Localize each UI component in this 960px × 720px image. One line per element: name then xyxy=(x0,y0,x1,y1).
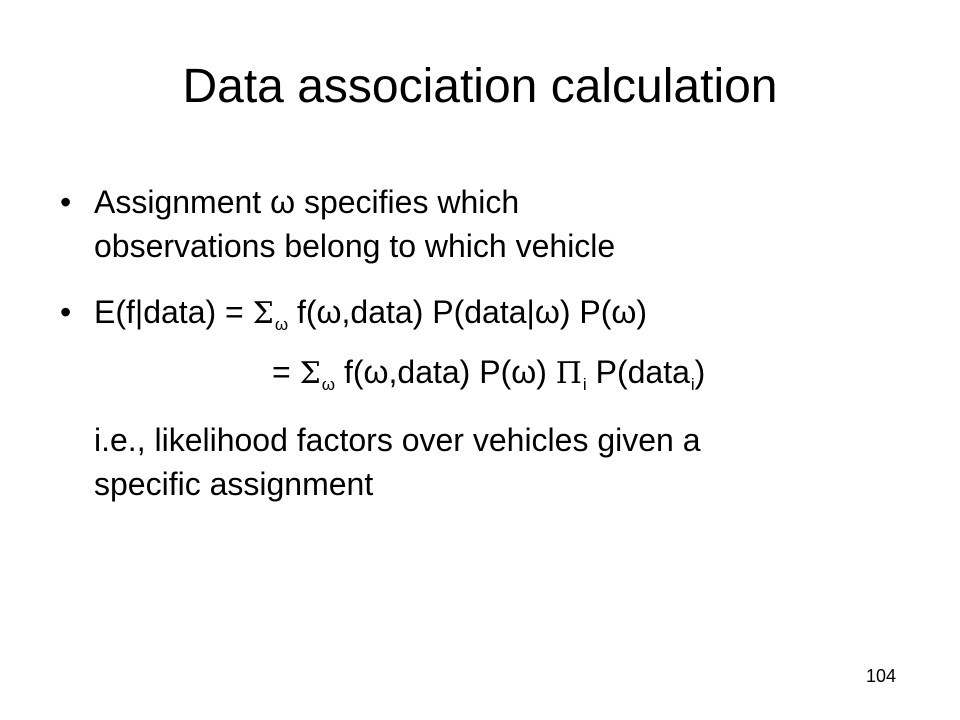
product-subscript: i xyxy=(582,375,587,394)
bullet-assignment-line-1: Assignment ω specifies which xyxy=(94,184,520,220)
bullet-assignment-line-2: observations belong to which vehicle xyxy=(94,228,616,264)
sum-subscript: ω xyxy=(274,315,289,334)
sum-symbol: Σ xyxy=(252,296,274,331)
sum-subscript: ω xyxy=(321,375,336,394)
equation-expectation xyxy=(94,292,647,338)
data-subscript: i xyxy=(690,375,695,394)
bullet-marker: • xyxy=(60,184,72,220)
note-line-2: specific assignment xyxy=(94,466,374,502)
equation-rhs: f(ω,data) P(data|ω) P(ω) xyxy=(288,294,648,330)
equation-factored xyxy=(272,352,705,398)
bullet-marker: • xyxy=(60,294,72,330)
equation-middle: f(ω,data) P(ω) xyxy=(335,354,556,390)
slide-title: Data association calculation xyxy=(182,60,778,113)
equation-lhs: E(f|data) = xyxy=(94,294,253,330)
equation-equals: = xyxy=(272,354,300,390)
equation-rhs-b: ) xyxy=(694,354,706,390)
equation-rhs-a: P(data xyxy=(586,354,690,390)
product-symbol: Π xyxy=(555,356,582,391)
slide-number: 104 xyxy=(866,666,897,686)
sum-symbol: Σ xyxy=(299,356,321,391)
note-line-1: i.e., likelihood factors over vehicles given a xyxy=(94,422,701,458)
